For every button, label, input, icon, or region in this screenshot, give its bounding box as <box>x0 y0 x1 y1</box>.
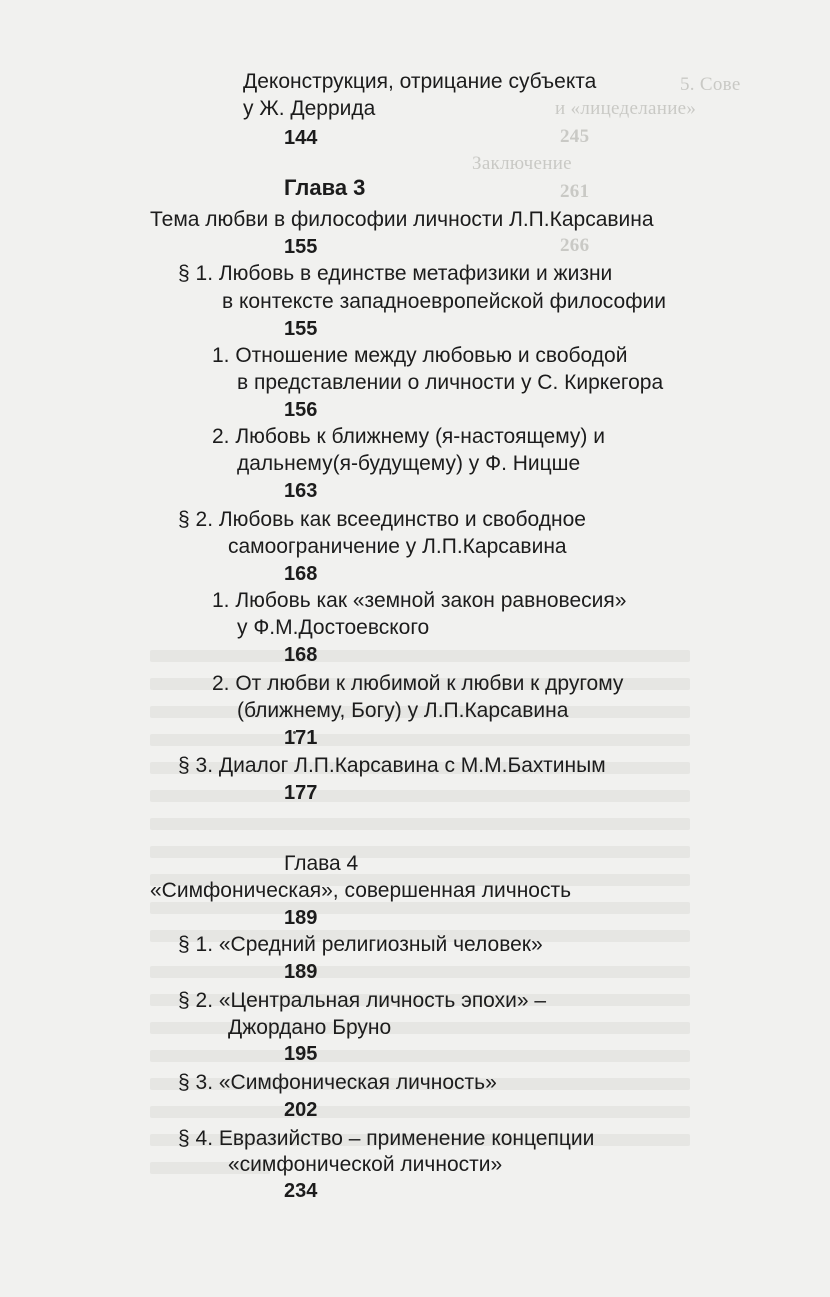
page-number: 168 <box>284 644 318 666</box>
section-title-line: § 2. «Центральная личность эпохи» – <box>178 989 547 1012</box>
page-number: 155 <box>284 236 318 258</box>
page-number: 156 <box>284 399 318 421</box>
page-number: 163 <box>284 480 318 502</box>
bleed-text-block <box>150 650 690 662</box>
page-number: 202 <box>284 1099 318 1121</box>
page-number: 189 <box>284 907 318 929</box>
chapter-heading: Глава 3 <box>284 175 366 200</box>
bleed-text: 245 <box>560 126 590 147</box>
bleed-text-block <box>150 790 690 802</box>
page-number: 171 <box>284 727 318 749</box>
chapter-title: «Симфоническая», совершенная личность <box>150 879 572 902</box>
bleed-text-block <box>150 1050 690 1062</box>
section-title-line: в контексте западноевропейской философии <box>222 290 666 313</box>
page-number: 195 <box>284 1043 318 1065</box>
page-number: 168 <box>284 563 318 585</box>
subsection-title-line: у Ф.М.Достоевского <box>237 616 430 639</box>
bleed-text: и «лицеделание» <box>555 98 697 119</box>
bleed-text-block <box>150 734 690 746</box>
bleed-text: 5. Сове <box>680 74 741 95</box>
section-title-line: § 1. Любовь в единстве метафизики и жизни <box>178 262 613 285</box>
section-title-line: § 3. Диалог Л.П.Карсавина с М.М.Бахтиным <box>178 754 606 777</box>
page-number: 177 <box>284 782 318 804</box>
bleed-text-block <box>150 966 690 978</box>
bleed-text: Заключение <box>472 153 572 174</box>
bleed-text: 266 <box>560 235 590 256</box>
subsection-title-line: 2. Любовь к ближнему (я-настоящему) и <box>212 425 605 448</box>
page-number: 189 <box>284 961 318 983</box>
page-number: 144 <box>284 127 318 149</box>
subsection-title-line: 2. От любви к любимой к любви к другому <box>212 672 624 695</box>
bleed-text-block <box>150 818 690 830</box>
subsection-title-line: в представлении о личности у С. Киркегора <box>237 371 664 394</box>
subsection-title-line: (ближнему, Богу) у Л.П.Карсавина <box>237 699 569 722</box>
section-title-line: § 3. «Симфоническая личность» <box>178 1071 497 1094</box>
entry-title-line: Деконструкция, отрицание субъекта <box>243 70 597 93</box>
bleed-text-block <box>150 1106 690 1118</box>
chapter-heading: Глава 4 <box>284 852 359 875</box>
subsection-title-line: 1. Любовь как «земной закон равновесия» <box>212 589 627 612</box>
section-title-line: § 1. «Средний религиозный человек» <box>178 933 543 956</box>
page-number: 155 <box>284 318 318 340</box>
chapter-title: Тема любви в философии личности Л.П.Карсавина <box>150 208 654 231</box>
subsection-title-line: дальнему(я-будущему) у Ф. Ницше <box>237 452 581 475</box>
subsection-title-line: 1. Отношение между любовью и свободой <box>212 344 628 367</box>
section-title-line: Джордано Бруно <box>228 1016 392 1039</box>
bleed-text-block <box>150 846 690 858</box>
page-number: 234 <box>284 1180 318 1202</box>
section-title-line: «симфонической личности» <box>228 1153 503 1176</box>
section-title-line: § 4. Евразийство – применение концепции <box>178 1127 595 1150</box>
section-title-line: § 2. Любовь как всеединство и свободное <box>178 508 586 531</box>
section-title-line: самоограничение у Л.П.Карсавина <box>228 535 567 558</box>
bleed-text: 261 <box>560 181 590 202</box>
entry-title-line: у Ж. Деррида <box>243 97 376 120</box>
